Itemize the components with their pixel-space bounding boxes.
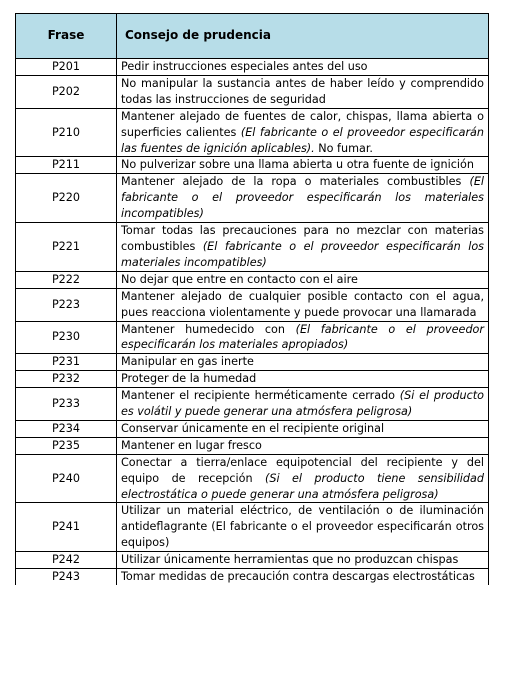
- advice-note: (El fabricante o el proveedor especificarán los materiales apropiados): [121, 322, 484, 352]
- advice-text: Tomar todas las precauciones para no mezclar con materias combustibles: [121, 224, 484, 253]
- statement-code: P220: [16, 174, 117, 223]
- advice-text: Mantener alejado de cualquier posible contacto con el agua, pues reacciona violentamente y puede provocar una llamarada: [121, 289, 484, 319]
- statement-advice: [117, 503, 489, 552]
- statement-code: P201: [16, 59, 117, 76]
- statement-advice: [117, 437, 489, 454]
- statement-code: P210: [16, 108, 117, 157]
- advice-text: Utilizar un material eléctrico, de ventilación o de iluminación antideflagrante (El fabricante o el proveedor especificarán otros equipos): [121, 504, 484, 550]
- statement-advice: [117, 174, 489, 223]
- table-row: [16, 157, 489, 174]
- statement-code: P221: [16, 223, 117, 272]
- statement-code: P223: [16, 288, 117, 321]
- table-row: [16, 569, 489, 585]
- statement-code: P230: [16, 321, 117, 354]
- statement-code: P233: [16, 388, 117, 421]
- statement-advice: [117, 354, 489, 371]
- table-row: [16, 174, 489, 223]
- table-row: [16, 503, 489, 552]
- statement-advice: [117, 157, 489, 174]
- advice-tail: No fumar.: [314, 141, 373, 155]
- advice-text: Manipular en gas inerte: [121, 355, 254, 369]
- table-row: [16, 75, 489, 108]
- table-row: [16, 371, 489, 388]
- statement-code: P231: [16, 354, 117, 371]
- statement-advice: [117, 108, 489, 157]
- advice-text: Pedir instrucciones especiales antes del uso: [121, 60, 368, 73]
- statement-code: P232: [16, 371, 117, 388]
- advice-text: Mantener el recipiente herméticamente cerrado: [121, 389, 400, 403]
- table-row: [16, 552, 489, 569]
- table-row: [16, 354, 489, 371]
- advice-note: (Si el producto tiene sensibilidad electrostática o puede generar una atmósfera peligrosa): [121, 471, 484, 501]
- statement-code: P243: [16, 569, 117, 585]
- statement-advice: [117, 288, 489, 321]
- table-row: [16, 59, 489, 76]
- table-row: [16, 108, 489, 157]
- advice-text: Conectar a tierra/enlace equipotencial del recipiente y del equipo de recepción: [121, 455, 484, 485]
- statement-code: P242: [16, 552, 117, 569]
- advice-text: Mantener alejado de fuentes de calor, chispas, llama abierta o superficies calientes: [121, 109, 484, 139]
- advice-note: (El fabricante o el proveedor especificarán las fuentes de ignición aplicables).: [121, 125, 484, 155]
- statement-advice: [117, 75, 489, 108]
- advice-text: Mantener alejado de la ropa o materiales combustibles: [121, 175, 470, 189]
- statement-code: P202: [16, 75, 117, 108]
- statement-code: P234: [16, 420, 117, 437]
- statement-advice: [117, 371, 489, 388]
- table-row: [16, 223, 489, 272]
- statement-advice: [117, 454, 489, 503]
- statement-code: P241: [16, 503, 117, 552]
- statement-code: P222: [16, 271, 117, 288]
- statement-advice: [117, 59, 489, 76]
- table-row: [16, 420, 489, 437]
- advice-text: No pulverizar sobre una llama abierta u otra fuente de ignición: [121, 158, 474, 172]
- advice-text: Tomar medidas de precaución contra descargas electrostáticas: [121, 570, 475, 584]
- statement-advice: [117, 420, 489, 437]
- statement-advice: [117, 271, 489, 288]
- statement-code: P211: [16, 157, 117, 174]
- statement-advice: [117, 321, 489, 354]
- advice-text: Utilizar únicamente herramientas que no produzcan chispas: [121, 553, 459, 567]
- statement-advice: [117, 569, 489, 585]
- column-header-code: Frase: [16, 14, 117, 59]
- advice-text: Mantener en lugar fresco: [121, 438, 262, 452]
- advice-note: (Si el producto es volátil y puede generar una atmósfera peligrosa): [121, 389, 484, 419]
- table-header-row: [16, 14, 489, 59]
- advice-text: Mantener humedecido con: [121, 322, 296, 336]
- table-row: [16, 288, 489, 321]
- precautionary-statements-table: [15, 13, 489, 585]
- statement-advice: [117, 552, 489, 569]
- column-header-advice: Consejo de prudencia: [117, 14, 489, 59]
- table-row: [16, 454, 489, 503]
- statement-advice: [117, 223, 489, 272]
- advice-text: No dejar que entre en contacto con el aire: [121, 272, 358, 286]
- advice-note: (El fabricante o el proveedor especificarán los materiales incompatibles): [121, 175, 484, 221]
- statement-code: P235: [16, 437, 117, 454]
- advice-note: (El fabricante o el proveedor especificarán los materiales incompatibles): [121, 239, 484, 269]
- statement-code: P240: [16, 454, 117, 503]
- table-row: [16, 321, 489, 354]
- advice-text: Conservar únicamente en el recipiente original: [121, 421, 385, 435]
- statement-advice: [117, 388, 489, 421]
- table-row: [16, 437, 489, 454]
- table-row: [16, 388, 489, 421]
- table-row: [16, 271, 489, 288]
- advice-text: No manipular la sustancia antes de haber leído y comprendido todas las instrucciones de seguridad: [121, 76, 484, 106]
- advice-text: Proteger de la humedad: [121, 372, 257, 386]
